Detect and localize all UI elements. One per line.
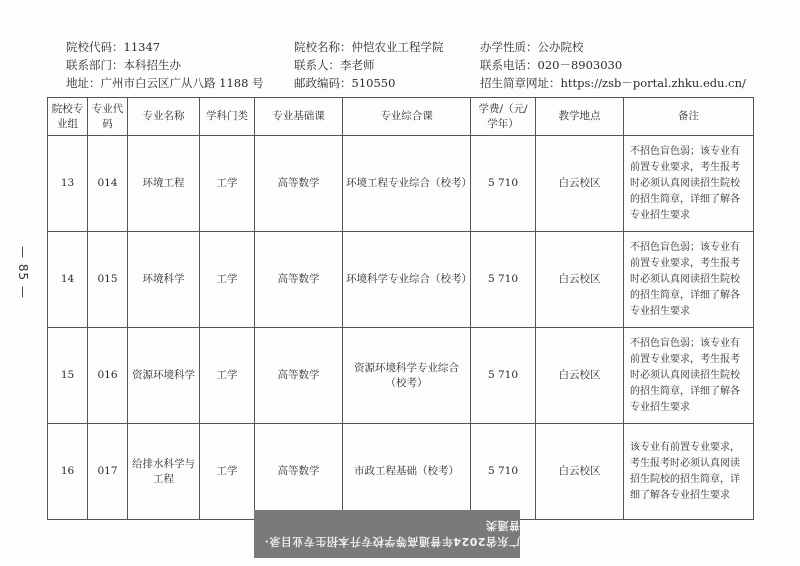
cell-comprehensive-course: 资源环境科学专业综合（校考）: [343, 328, 471, 424]
cell-code: 014: [88, 136, 128, 232]
header-remarks: 备注: [624, 98, 754, 136]
cell-remarks: 该专业有前置专业要求，考生报考时必须认真阅读招生院校的招生简章，详细了解各专业招生要求: [624, 424, 754, 520]
cell-location: 白云校区: [536, 424, 624, 520]
header-comprehensive-course: 专业综合课: [343, 98, 471, 136]
cell-tuition: 5 710: [471, 232, 536, 328]
website: 招生简章网址：https://zsb－portal.zhku.edu.cn/: [480, 76, 746, 90]
cell-major: 给排水科学与工程: [128, 424, 200, 520]
header-group: 院校专业组: [48, 98, 88, 136]
cell-basic-course: 高等数学: [255, 136, 343, 232]
cell-tuition: 5 710: [471, 424, 536, 520]
cell-comprehensive-course: 环境科学专业综合（校考）: [343, 232, 471, 328]
table-row: [48, 424, 754, 520]
table-header-row: [48, 98, 754, 136]
contact-person: 联系人：李老师: [294, 58, 375, 72]
cell-basic-course: 高等数学: [255, 232, 343, 328]
header-basic-course: 专业基础课: [255, 98, 343, 136]
address: 地址：广州市白云区广从八路 1188 号: [66, 76, 264, 90]
cell-group: 15: [48, 328, 88, 424]
cell-category: 工学: [200, 424, 255, 520]
cell-code: 015: [88, 232, 128, 328]
cell-location: 白云校区: [536, 232, 624, 328]
school-code: 院校代码：11347: [66, 40, 161, 54]
cell-location: 白云校区: [536, 136, 624, 232]
cell-location: 白云校区: [536, 328, 624, 424]
info-row-1: [66, 38, 756, 56]
phone: 联系电话：020－8903030: [480, 58, 623, 72]
cell-basic-course: 高等数学: [255, 328, 343, 424]
info-row-2: [66, 56, 756, 74]
majors-table: [47, 97, 754, 520]
cell-category: 工学: [200, 232, 255, 328]
cell-code: 017: [88, 424, 128, 520]
cell-group: 16: [48, 424, 88, 520]
cell-code: 016: [88, 328, 128, 424]
header-major: 专业名称: [128, 98, 200, 136]
page-number: — 85 —: [16, 246, 30, 299]
cell-remarks: 不招色盲色弱；该专业有前置专业要求，考生报考时必须认真阅读招生院校的招生简章，详细了解各专业招生要求: [624, 232, 754, 328]
cell-group: 13: [48, 136, 88, 232]
cell-basic-course: 高等数学: [255, 424, 343, 520]
cell-tuition: 5 710: [471, 328, 536, 424]
school-name: 院校名称：仲恺农业工程学院: [294, 40, 444, 54]
header-tuition: 学费/（元/学年）: [471, 98, 536, 136]
cell-group: 14: [48, 232, 88, 328]
header-category: 学科门类: [200, 98, 255, 136]
cell-comprehensive-course: 市政工程基础（校考）: [343, 424, 471, 520]
cell-remarks: 不招色盲色弱；该专业有前置专业要求，考生报考时必须认真阅读招生院校的招生简章，详细了解各专业招生要求: [624, 136, 754, 232]
cell-major: 环境工程: [128, 136, 200, 232]
footer-stamp: 广东省2024年普通高等学校专升本招生专业目录·普通类: [254, 510, 520, 558]
table-row: [48, 136, 754, 232]
header-code: 专业代码: [88, 98, 128, 136]
postcode: 邮政编码：510550: [294, 76, 396, 90]
cell-category: 工学: [200, 136, 255, 232]
cell-comprehensive-course: 环境工程专业综合（校考）: [343, 136, 471, 232]
table-row: [48, 232, 754, 328]
cell-category: 工学: [200, 328, 255, 424]
department: 联系部门：本科招生办: [66, 58, 181, 72]
cell-remarks: 不招色盲色弱；该专业有前置专业要求，考生报考时必须认真阅读招生院校的招生简章，详细了解各专业招生要求: [624, 328, 754, 424]
school-info: [66, 38, 756, 92]
info-row-3: [66, 74, 756, 92]
cell-major: 环境科学: [128, 232, 200, 328]
cell-tuition: 5 710: [471, 136, 536, 232]
school-type: 办学性质：公办院校: [480, 40, 584, 54]
header-location: 教学地点: [536, 98, 624, 136]
cell-major: 资源环境科学: [128, 328, 200, 424]
table-row: [48, 328, 754, 424]
